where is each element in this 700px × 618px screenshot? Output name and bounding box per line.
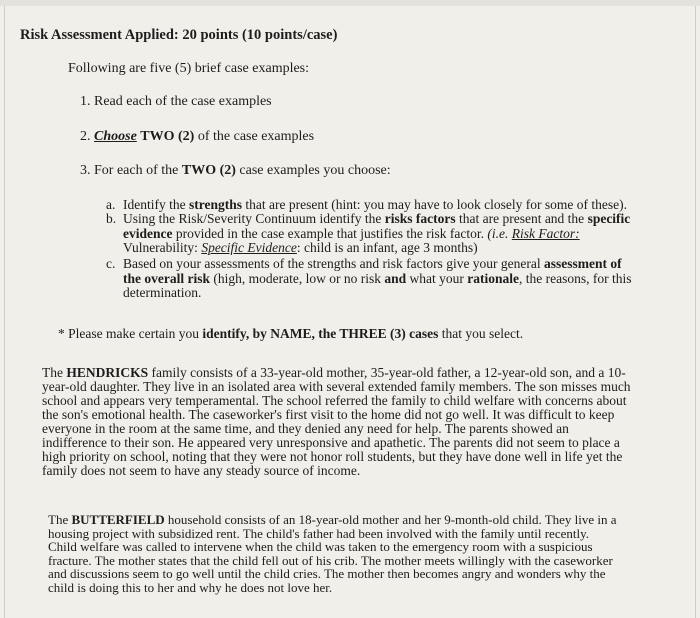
case-hendricks: The HENDRICKS family consists of a 33-year-old mother, 35-year-old father, a 12-year-old son, and a 10- year-old daughter. They live in an isolated area with several extended family members. The son misses much school and appears very temperamental. The school referred the family to child welfare with concerns about the son's emotional health. The caseworker's first visit to the home did not go well. It was difficult to keep everyone in the room at the same time, and they denied any need for help. The parents showed an indifference to their son. He appeared very unresponsive and apathetic. The parents did not seem to place a high priority on school, noting that they were not honor roll students, but they have done well in life yet the family does not seem to have any steady source of income. (42, 365, 631, 478)
subitem-label: c. (106, 256, 116, 271)
intro-text: Following are five (5) brief case examples: (68, 61, 310, 76)
step-2 (80, 129, 314, 145)
step-number: 2. (80, 129, 91, 144)
case-name: BUTTERFIELD (71, 512, 165, 527)
choose-word: Choose (94, 129, 137, 144)
step-text: of the case examples (197, 129, 315, 144)
subitem-label: b. (106, 211, 117, 226)
case-name: HENDRICKS (66, 365, 149, 380)
assignment-title: Risk Assessment Applied: 20 points (10 points/case) (20, 27, 338, 43)
two-count: TWO (2) (140, 129, 195, 144)
step-number: 1. (80, 94, 91, 109)
subitem-text: Based on your assessments of the strengths and risk factors give your general assessment of the overall risk (high, moderate, low or no risk and what your rationale, the reasons, for this determination. (123, 256, 632, 300)
step-text: case examples you choose: (239, 163, 391, 178)
subitem-text: Identify the strengths that are present (hint: you may have to look closely for some of these). (123, 197, 628, 212)
note-emphasis: identify, by NAME, the THREE (3) cases (202, 326, 439, 341)
step-3 (80, 163, 391, 179)
subitem-label: a. (106, 197, 116, 212)
subitem-text: Using the Risk/Severity Continuum identify the risks factors that are present and the specific evidence provided in the case example that justifies the risk factor. (i.e. Risk Factor: Vulnerability: Specific Evidence: child is an infant, age 3 months) (123, 211, 631, 255)
step-number: 3. (80, 163, 91, 178)
selection-note: * Please make certain you identify, by NAME, the THREE (3) cases that you select. (58, 326, 524, 341)
two-count: TWO (2) (181, 163, 236, 178)
step-text: Read each of the case examples (94, 94, 272, 109)
step-1 (80, 94, 272, 110)
step-text: For each of the (94, 163, 179, 178)
asterisk: * (58, 326, 65, 341)
case-butterfield: The BUTTERFIELD household consists of an 18-year-old mother and her 9-month-old child. They live in a housing project with subsidized rent. The child's father had been involved with the family until recently. Child welfare was called to intervene when the child was taken to the emergency room with a suspicious fracture. The mother states that the child fell out of his crib. The mother meets willingly with the caseworker and discussions seem to go well until the child cries. The mother then becomes angry and wonders why the child is doing this to her and why he does not love her. (48, 512, 617, 595)
